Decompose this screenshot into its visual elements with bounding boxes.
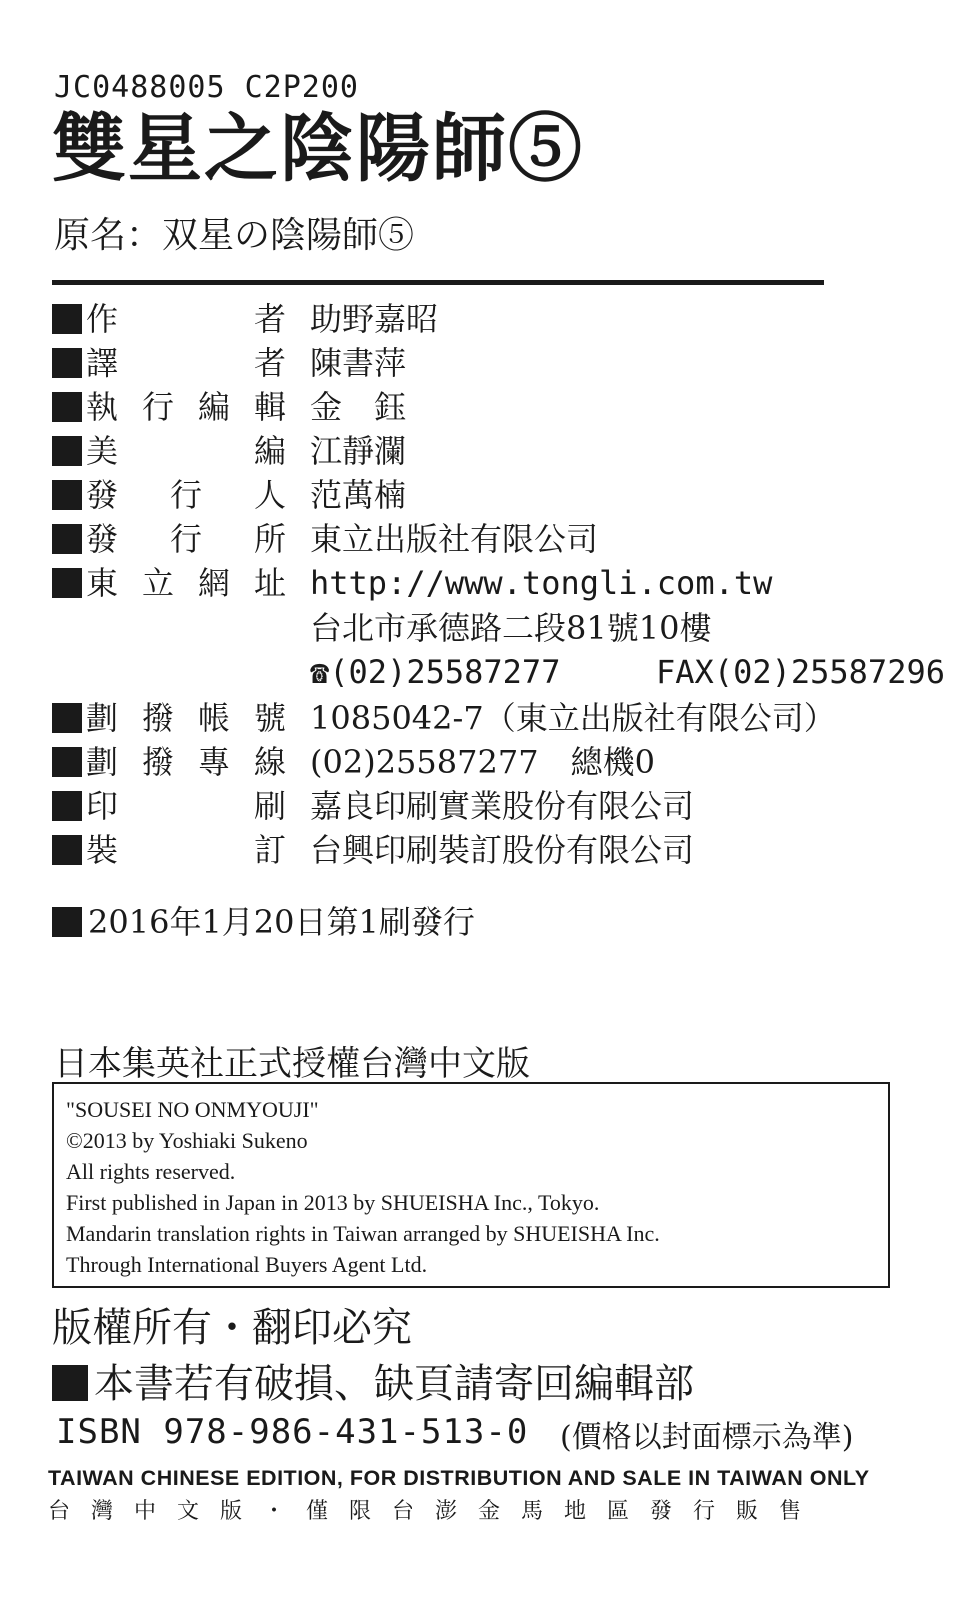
credit-row-translator [52, 341, 952, 385]
original-title: 原名：双星の陰陽師⑤ [54, 215, 415, 256]
isbn: ISBN 978-986-431-513-0 [56, 1412, 529, 1452]
bullet-square [52, 747, 82, 777]
copyright-line: "SOUSEI NO ONMYOUJI" [66, 1097, 319, 1122]
credit-value: 江靜瀾 [310, 432, 407, 470]
credit-row-publisher [52, 473, 952, 517]
defect-notice-row [52, 1352, 694, 1409]
phone-number: ☎(02)25587277 [310, 653, 561, 691]
website-link[interactable]: http://www.tongli.com.tw [310, 564, 773, 602]
credit-value: 助野嘉昭 [310, 300, 439, 338]
bullet-square [52, 1365, 88, 1401]
bullet-square [52, 436, 82, 466]
bullet-square [52, 907, 82, 937]
credit-row-publishing-house [52, 517, 952, 561]
copyright-line: All rights reserved. [66, 1159, 236, 1184]
bullet-square [52, 703, 82, 733]
credit-value: 陳書萍 [310, 344, 407, 382]
credit-row-author [52, 297, 952, 341]
credit-label: 譯者 [86, 344, 286, 382]
credit-row-account [52, 696, 952, 740]
copyright-line: ©2013 by Yoshiaki Sukeno [66, 1128, 308, 1153]
credit-value: 1085042-7（東立出版社有限公司） [310, 699, 836, 737]
credit-value: 嘉良印刷實業股份有限公司 [310, 787, 695, 825]
credit-value: 東立出版社有限公司 [310, 520, 599, 558]
publish-date-row [52, 900, 475, 944]
bullet-square [52, 524, 82, 554]
credit-row-art-editor [52, 429, 952, 473]
credit-label: 執行編輯 [86, 388, 286, 426]
catalog-code: JC0488005 C2P200 [54, 70, 359, 105]
rights-reserved: 版權所有・翻印必究 [52, 1305, 412, 1351]
address: 台北市承德路二段81號10樓 [310, 609, 712, 647]
credit-label: 發行所 [86, 520, 286, 558]
credit-value: (02)25587277 總機0 [310, 743, 655, 781]
publish-date: 2016年1月20日第1刷發行 [88, 903, 475, 941]
copyright-line: Through International Buyers Agent Ltd. [66, 1252, 428, 1277]
credit-row-editor [52, 385, 952, 429]
bullet-square [52, 348, 82, 378]
bullet-square [52, 304, 82, 334]
credit-label: 美編 [86, 432, 286, 470]
copyright-line: First published in Japan in 2013 by SHUEISHA Inc., Tokyo. [66, 1190, 600, 1215]
copyright-line: Mandarin translation rights in Taiwan arranged by SHUEISHA Inc. [66, 1221, 660, 1246]
bullet-square [52, 791, 82, 821]
credit-label: 劃撥帳號 [86, 699, 286, 737]
credit-row-hotline [52, 740, 952, 784]
credit-row-printing [52, 784, 952, 828]
credit-label: 裝訂 [86, 831, 286, 869]
price-note: (價格以封面標示為準) [560, 1420, 854, 1455]
credit-label: 印刷 [86, 787, 286, 825]
credit-value: 台興印刷裝訂股份有限公司 [310, 831, 695, 869]
credit-row-binding [52, 828, 952, 872]
credit-value: 金 鈺 [310, 388, 407, 426]
fax-number: FAX(02)25587296 [656, 653, 945, 691]
title-divider [52, 280, 824, 285]
bullet-square [52, 392, 82, 422]
credit-row-website [52, 561, 952, 605]
credit-label: 東立網址 [86, 564, 286, 602]
license-line: 日本集英社正式授權台灣中文版 [54, 1044, 530, 1084]
chinese-distribution-note: 台灣中文版・僅限台澎金馬地區發行販售 [48, 1499, 823, 1524]
bullet-square [52, 480, 82, 510]
copyright-box [52, 1082, 890, 1288]
credit-label: 劃撥專線 [86, 743, 286, 781]
credit-label: 作者 [86, 300, 286, 338]
bullet-square [52, 568, 82, 598]
bullet-square [52, 835, 82, 865]
defect-notice: 本書若有破損、缺頁請寄回編輯部 [94, 1361, 694, 1407]
book-title: 雙星之陰陽師⑤ [52, 106, 584, 192]
credit-value: 范萬楠 [310, 476, 407, 514]
credit-label: 發行人 [86, 476, 286, 514]
english-distribution-note: TAIWAN CHINESE EDITION, FOR DISTRIBUTION AND SALE IN TAIWAN ONLY [48, 1466, 870, 1490]
